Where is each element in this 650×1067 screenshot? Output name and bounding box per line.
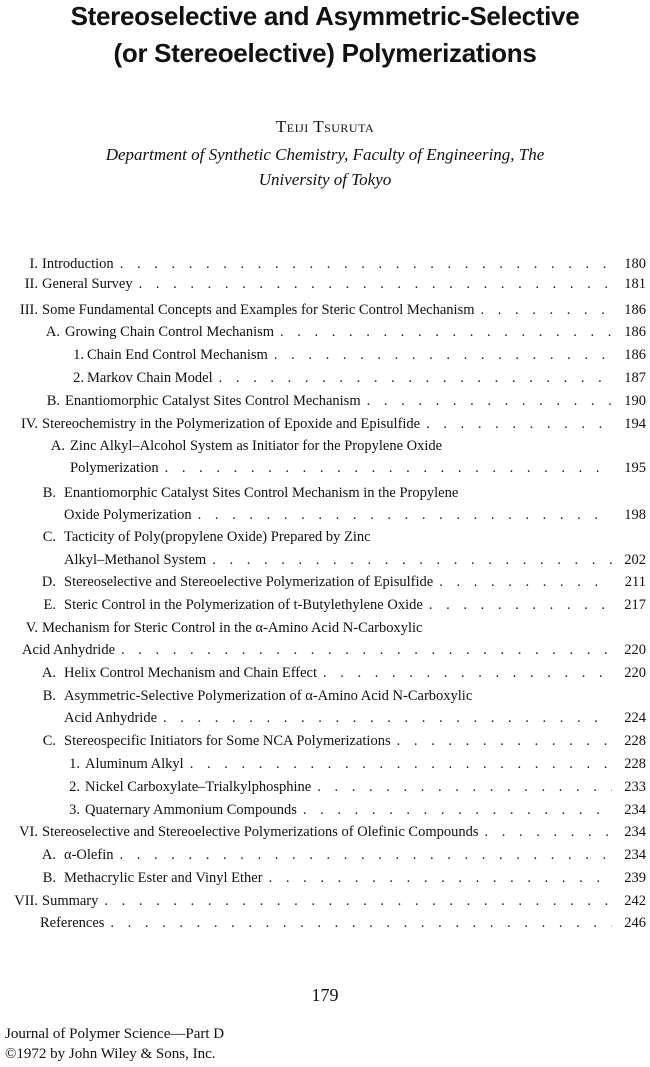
toc-section-number: VII. [14,893,38,909]
toc-section-number: 3. [69,802,80,818]
toc-page-number: 246 [624,915,646,931]
toc-section-number: A. [50,438,65,454]
toc-entry: Stereoselective and Stereoelective Polymerization of Episulfide . . . 211 [64,572,646,592]
toc-page-number: 220 [624,642,646,658]
toc-entry: References . . . 246 [40,913,646,933]
toc-entry: Summary . . . 242 [42,891,646,911]
toc-section-number: 2. [73,370,84,386]
toc-page-number: 211 [624,574,646,590]
toc-entry: Aluminum Alkyl . . . 228 [85,754,646,774]
toc-section-number: A. [41,665,56,681]
toc-section-number: E. [43,597,56,613]
toc-entry-title: Enantiomorphic Catalyst Sites Control Mechanism in the Propylene [64,485,459,501]
toc-section-number: 2. [69,779,80,795]
toc-page-number: 239 [624,870,646,886]
toc-page-number: 181 [624,276,646,292]
toc-page-number: 186 [624,347,646,363]
toc-page-number: 234 [624,847,646,863]
toc-section-number: 1. [73,347,84,363]
toc-section-number: B. [42,688,56,704]
toc-section-number: D. [41,574,56,590]
toc-entry: Enantiomorphic Catalyst Sites Control Mechanism . . . 190 [65,391,646,411]
affiliation-line-2: University of Tokyo [258,170,392,189]
toc-section-number: 1. [69,756,80,772]
journal-name: Journal of Polymer Science—Part D [5,1026,225,1042]
toc-section-number: I. [29,256,38,272]
toc-entry: Stereochemistry in the Polymerization of Epoxide and Episulfide . . . 194 [42,414,646,434]
toc-page-number: 187 [624,370,646,386]
affiliation-line-1: Department of Synthetic Chemistry, Faculty of Engineering, The [105,145,545,164]
toc-entry: Introduction . . . 180 [42,254,646,274]
toc-entry-continuation: Acid Anhydride . . . 224 [64,708,646,728]
toc-page-number: 224 [624,710,646,726]
toc-page-number: 234 [624,824,646,840]
toc-entry-title: Mechanism for Steric Control in the α-Amino Acid N-Carboxylic [42,620,423,636]
toc-entry-title: Asymmetric-Selective Polymerization of α-Amino Acid N-Carboxylic [64,688,473,704]
toc-page-number: 202 [624,552,646,568]
toc-page-number: 198 [624,507,646,523]
toc-section-number: VI. [19,824,38,840]
toc-section-number: A. [45,324,60,340]
toc-section-number: B. [42,485,56,501]
toc-section-number: C. [42,529,56,545]
toc-page-number: 186 [624,324,646,340]
toc-entry-continuation: Acid Anhydride . . . 220 [22,640,646,660]
toc-entry-continuation: Polymerization . . . 195 [70,458,646,478]
toc-page-number: 194 [624,416,646,432]
toc-entry: Nickel Carboxylate–Trialkylphosphine . . . 233 [85,777,646,797]
article-title-line-1: Stereoselective and Asymmetric-Selective [70,1,580,31]
page-number: 179 [311,985,339,1005]
toc-page-number: 242 [624,893,646,909]
author-name: Teiji Tsuruta [275,117,375,136]
toc-section-number: A. [41,847,56,863]
toc-page-number: 220 [624,665,646,681]
toc-page-number: 233 [624,779,646,795]
toc-entry: General Survey . . . 181 [42,274,646,294]
toc-entry-continuation: Alkyl–Methanol System . . . 202 [64,550,646,570]
toc-section-number: V. [25,620,38,636]
toc-page-number: 234 [624,802,646,818]
toc-entry: Stereospecific Initiators for Some NCA Polymerizations . . . 228 [64,731,646,751]
toc-entry: Methacrylic Ester and Vinyl Ether . . . 239 [64,868,646,888]
toc-section-number: B. [46,393,60,409]
toc-entry: Quaternary Ammonium Compounds . . . 234 [85,800,646,820]
toc-section-number: III. [19,302,38,318]
toc-entry: Stereoselective and Stereoelective Polymerizations of Olefinic Compounds . . . 234 [42,822,646,842]
toc-entry: Markov Chain Model . . . 187 [87,368,646,388]
toc-entry: Growing Chain Control Mechanism . . . 186 [65,322,646,342]
toc-page-number: 217 [624,597,646,613]
toc-entry: Chain End Control Mechanism . . . 186 [87,345,646,365]
toc-entry-title: Tacticity of Poly(propylene Oxide) Prepared by Zinc [64,529,371,545]
toc-page-number: 228 [624,733,646,749]
toc-entry: Helix Control Mechanism and Chain Effect . . . 220 [64,663,646,683]
toc-page-number: 195 [624,460,646,476]
toc-page-number: 190 [624,393,646,409]
toc-entry: Some Fundamental Concepts and Examples for Steric Control Mechanism . . . 186 [42,300,646,320]
toc-page-number: 186 [624,302,646,318]
toc-page-number: 180 [624,256,646,272]
toc-section-number: IV. [20,416,38,432]
toc-entry-continuation: Oxide Polymerization . . . 198 [64,505,646,525]
copyright-notice: ©1972 by John Wiley & Sons, Inc. [5,1046,216,1062]
toc-page-number: 228 [624,756,646,772]
toc-section-number: II. [24,276,38,292]
toc-section-number: B. [42,870,56,886]
article-title-line-2: (or Stereoelective) Polymerizations [113,38,537,68]
toc-entry-title: Zinc Alkyl–Alcohol System as Initiator for the Propylene Oxide [70,438,443,454]
toc-entry: Steric Control in the Polymerization of t-Butylethylene Oxide . . . 217 [64,595,646,615]
toc-entry: α-Olefin . . . 234 [64,845,646,865]
toc-section-number: C. [42,733,56,749]
